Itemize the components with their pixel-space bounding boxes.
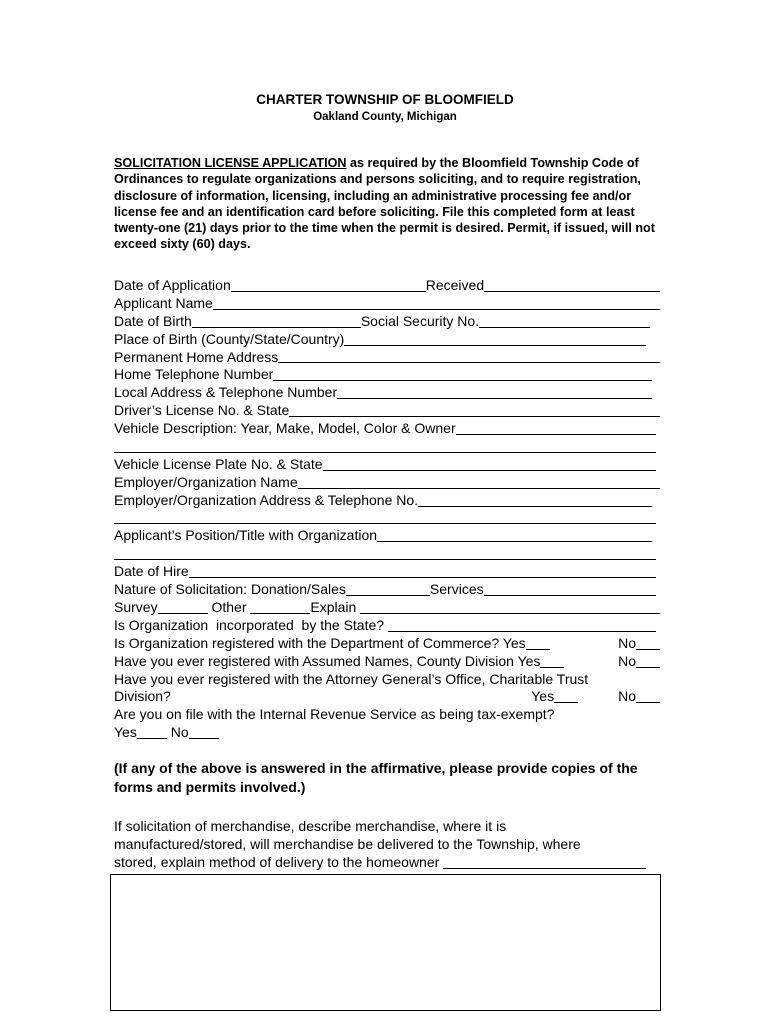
page-subtitle: Oakland County, Michigan [313, 111, 457, 123]
intro-paragraph [114, 155, 659, 253]
explain-label: Explain [310, 599, 361, 616]
division-yes-field[interactable] [554, 690, 578, 703]
irs-yes-field[interactable] [137, 726, 167, 739]
row-position-cont [114, 545, 660, 563]
row-incorporated [114, 617, 660, 635]
place-of-birth-field[interactable] [344, 333, 646, 346]
employer-address-label: Employer/Organization Address & Telephone No. [114, 491, 419, 508]
donation-sales-field[interactable] [346, 583, 430, 596]
row-attorney-general [114, 671, 660, 689]
plate-label: Vehicle License Plate No. & State [114, 455, 323, 472]
form-heading: SOLICITATION LICENSE APPLICATION [114, 156, 347, 170]
assumed-names-no-label: No [618, 652, 636, 669]
date-of-application-label: Date of Application [114, 276, 231, 293]
commerce-no-field[interactable] [636, 637, 660, 650]
applicant-name-label: Applicant Name [114, 294, 213, 311]
incorporated-label: Is Organization incorporated by the State? [114, 616, 388, 633]
row-employer-name [114, 474, 660, 492]
row-place-of-birth [114, 331, 660, 349]
date-of-birth-field[interactable] [192, 315, 361, 328]
row-drivers-license [114, 402, 660, 420]
irs-no-label: No [166, 724, 189, 741]
nature-label: Nature of Solicitation: Donation/Sales [114, 581, 346, 598]
intro-text: as required by the Bloomfield Township Code of Ordinances to regulate organizations and persons soliciting, and to require registration, disclosure of information, licensing, including an administrative processing fee and/or license fee and an identification card before soliciting. File this completed form at least twenty-one (21) days prior to the time when the permit is desired. Permit, if issued, will not exceed sixty (60) days. [114, 156, 655, 252]
employer-name-field[interactable] [298, 476, 660, 489]
row-irs [114, 706, 660, 724]
merchandise-line-3 [114, 854, 660, 872]
home-address-field[interactable] [278, 350, 660, 363]
row-commerce [114, 635, 660, 653]
date-of-hire-field[interactable] [189, 565, 656, 578]
merchandise-line-2 [114, 836, 660, 854]
attorney-general-label: Have you ever registered with the Attorney General’s Office, Charitable Trust [114, 670, 589, 687]
row-home-address [114, 349, 660, 367]
commerce-label: Is Organization registered with the Department of Commerce? Yes [114, 634, 526, 651]
home-phone-field[interactable] [273, 368, 652, 381]
row-employer-address-cont [114, 510, 660, 528]
row-plate [114, 456, 660, 474]
row-applicant-name [114, 295, 660, 313]
ssn-field[interactable] [479, 315, 650, 328]
date-of-application-field[interactable] [231, 279, 426, 292]
applicant-name-field[interactable] [213, 297, 660, 310]
row-position [114, 527, 660, 545]
assumed-names-label: Have you ever registered with Assumed Names, County Division Yes [114, 652, 541, 669]
merchandise-text-2: manufactured/stored, will merchandise be delivered to the Township, where [114, 835, 581, 852]
plate-field[interactable] [323, 458, 656, 471]
date-of-birth-label: Date of Birth [114, 312, 192, 329]
place-of-birth-label: Place of Birth (County/State/Country) [114, 330, 345, 347]
page-title: CHARTER TOWNSHIP OF BLOOMFIELD [256, 92, 514, 107]
ssn-label: Social Security No. [360, 312, 480, 329]
received-label: Received [425, 276, 485, 293]
row-dob-ssn [114, 313, 660, 331]
row-assumed-names [114, 653, 660, 671]
commerce-yes-field[interactable] [526, 637, 550, 650]
other-label: Other [207, 599, 251, 616]
home-phone-label: Home Telephone Number [114, 366, 274, 383]
assumed-names-no-field[interactable] [636, 655, 660, 668]
division-no-label: No [618, 688, 636, 705]
merchandise-section [114, 818, 660, 872]
row-vehicle-description [114, 420, 660, 438]
position-field[interactable] [377, 529, 652, 542]
row-date-received [114, 277, 660, 295]
explain-field[interactable] [360, 601, 660, 614]
affirmative-note: (If any of the above is answered in the affirmative, please provide copies of the forms and permits involved.) [114, 760, 638, 795]
local-address-label: Local Address & Telephone Number [114, 384, 338, 401]
survey-label: Survey [114, 599, 158, 616]
row-employer-address [114, 492, 660, 510]
employer-address-field[interactable] [418, 494, 652, 507]
division-no-field[interactable] [636, 690, 660, 703]
received-field[interactable] [484, 279, 660, 292]
position-field-2[interactable] [114, 547, 656, 560]
irs-no-field[interactable] [189, 726, 219, 739]
vehicle-description-field[interactable] [456, 422, 656, 435]
row-date-of-hire [114, 563, 660, 581]
row-local-address [114, 384, 660, 402]
division-yes-label: Yes [531, 688, 555, 705]
survey-field[interactable] [158, 601, 208, 614]
services-field[interactable] [484, 583, 656, 596]
drivers-license-field[interactable] [289, 404, 660, 417]
row-home-phone [114, 366, 660, 384]
employer-address-field-2[interactable] [114, 511, 656, 524]
position-label: Applicant’s Position/Title with Organization [114, 527, 378, 544]
application-form [114, 277, 660, 742]
row-irs-answer [114, 724, 660, 742]
merchandise-line-1 [114, 818, 660, 836]
irs-yes-label: Yes [114, 724, 137, 741]
vehicle-description-field-2[interactable] [114, 440, 656, 453]
merchandise-description-box[interactable] [110, 874, 661, 1011]
delivery-method-field[interactable] [443, 856, 646, 869]
other-field[interactable] [250, 601, 310, 614]
date-of-hire-label: Date of Hire [114, 563, 189, 580]
division-label: Division? [114, 688, 171, 705]
merchandise-text-3: stored, explain method of delivery to the homeowner [114, 853, 444, 870]
services-label: Services [429, 581, 484, 598]
employer-name-label: Employer/Organization Name [114, 473, 298, 490]
row-survey [114, 599, 660, 617]
vehicle-description-label: Vehicle Description: Year, Make, Model, Color & Owner [114, 420, 456, 437]
local-address-field[interactable] [337, 386, 652, 399]
home-address-label: Permanent Home Address [114, 348, 279, 365]
row-division [114, 688, 660, 706]
irs-label: Are you on file with the Internal Revenue Service as being tax-exempt? [114, 706, 555, 723]
commerce-no-label: No [618, 634, 636, 651]
row-nature [114, 581, 660, 599]
merchandise-text-1: If solicitation of merchandise, describe merchandise, where it is [114, 817, 507, 834]
drivers-license-label: Driver’s License No. & State [114, 402, 290, 419]
incorporated-field[interactable] [388, 619, 656, 632]
assumed-names-yes-field[interactable] [540, 655, 564, 668]
row-vehicle-description-cont [114, 438, 660, 456]
